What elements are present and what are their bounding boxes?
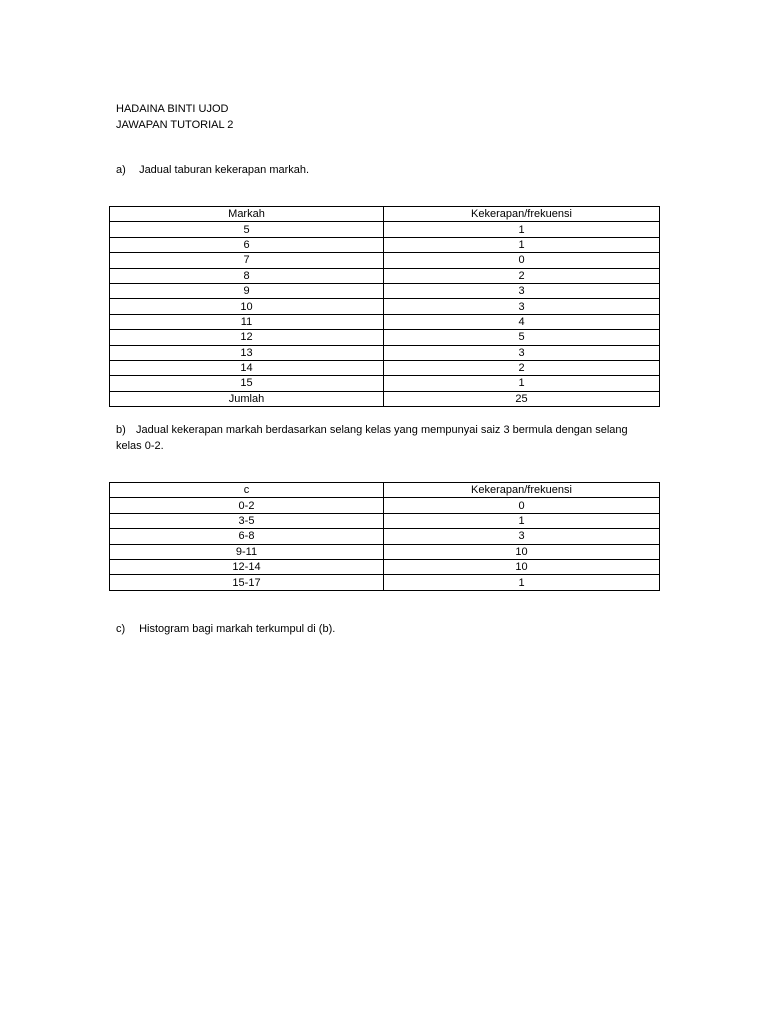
- table-total-row: [110, 391, 660, 406]
- table-row: [110, 237, 660, 252]
- table-row: [110, 222, 660, 237]
- table-cell: 1: [384, 237, 660, 252]
- table-cell: 15-17: [110, 575, 384, 590]
- table-cell: 14: [110, 360, 384, 375]
- section-c-heading: [116, 621, 335, 637]
- frequency-table-a: [109, 206, 660, 407]
- table-cell: 12: [110, 330, 384, 345]
- table-cell: 9-11: [110, 544, 384, 559]
- table-cell: 12-14: [110, 559, 384, 574]
- table-row: [110, 575, 660, 590]
- table-cell: 9: [110, 283, 384, 298]
- table-cell: 7: [110, 253, 384, 268]
- frequency-table-b: [109, 482, 660, 591]
- table-row: [110, 314, 660, 329]
- section-b-heading: [116, 422, 636, 454]
- section-a-label: a): [116, 164, 126, 176]
- section-b-text: Jadual kekerapan markah berdasarkan selang kelas yang mempunyai saiz 3 bermula dengan selang kelas 0-2.: [116, 424, 628, 452]
- section-b-label: b): [116, 424, 126, 436]
- table-header-cell: Kekerapan/frekuensi: [384, 483, 660, 498]
- table-cell: 10: [384, 544, 660, 559]
- table-row: [110, 529, 660, 544]
- table-row: [110, 268, 660, 283]
- table-row: [110, 345, 660, 360]
- table-header-cell: Markah: [110, 207, 384, 222]
- table-cell: 10: [384, 559, 660, 574]
- section-a-heading: [116, 162, 309, 178]
- table-cell: 8: [110, 268, 384, 283]
- table-cell: 5: [384, 330, 660, 345]
- table-cell: 1: [384, 376, 660, 391]
- table-row: [110, 283, 660, 298]
- table-cell: 11: [110, 314, 384, 329]
- table-cell: 5: [110, 222, 384, 237]
- table-cell: 13: [110, 345, 384, 360]
- table-row: [110, 376, 660, 391]
- author-name: HADAINA BINTI UJOD: [116, 103, 229, 115]
- table-cell: 6-8: [110, 529, 384, 544]
- table-cell: 4: [384, 314, 660, 329]
- table-cell: 1: [384, 575, 660, 590]
- table-cell: Jumlah: [110, 391, 384, 406]
- table-row: [110, 513, 660, 528]
- table-cell: 2: [384, 268, 660, 283]
- table-header-cell: Kekerapan/frekuensi: [384, 207, 660, 222]
- table-row: [110, 544, 660, 559]
- table-row: [110, 330, 660, 345]
- table-cell: 2: [384, 360, 660, 375]
- table-row: [110, 498, 660, 513]
- table-row: [110, 253, 660, 268]
- table-cell: 3: [384, 299, 660, 314]
- table-cell: 3: [384, 345, 660, 360]
- table-cell: 3: [384, 529, 660, 544]
- document-title: JAWAPAN TUTORIAL 2: [116, 119, 234, 131]
- table-cell: 0: [384, 498, 660, 513]
- table-row: [110, 559, 660, 574]
- table-cell: 1: [384, 513, 660, 528]
- table-cell: 10: [110, 299, 384, 314]
- table-header-cell: c: [110, 483, 384, 498]
- table-cell: 0-2: [110, 498, 384, 513]
- section-a-text: Jadual taburan kekerapan markah.: [139, 164, 310, 176]
- table-cell: 25: [384, 391, 660, 406]
- table-cell: 0: [384, 253, 660, 268]
- table-header-row: [110, 207, 660, 222]
- table-cell: 6: [110, 237, 384, 252]
- table-header-row: [110, 483, 660, 498]
- table-cell: 3-5: [110, 513, 384, 528]
- table-cell: 3: [384, 283, 660, 298]
- table-cell: 1: [384, 222, 660, 237]
- table-row: [110, 360, 660, 375]
- table-cell: 15: [110, 376, 384, 391]
- section-c-label: c): [116, 623, 126, 635]
- section-c-text: Histogram bagi markah terkumpul di (b).: [139, 623, 336, 635]
- table-row: [110, 299, 660, 314]
